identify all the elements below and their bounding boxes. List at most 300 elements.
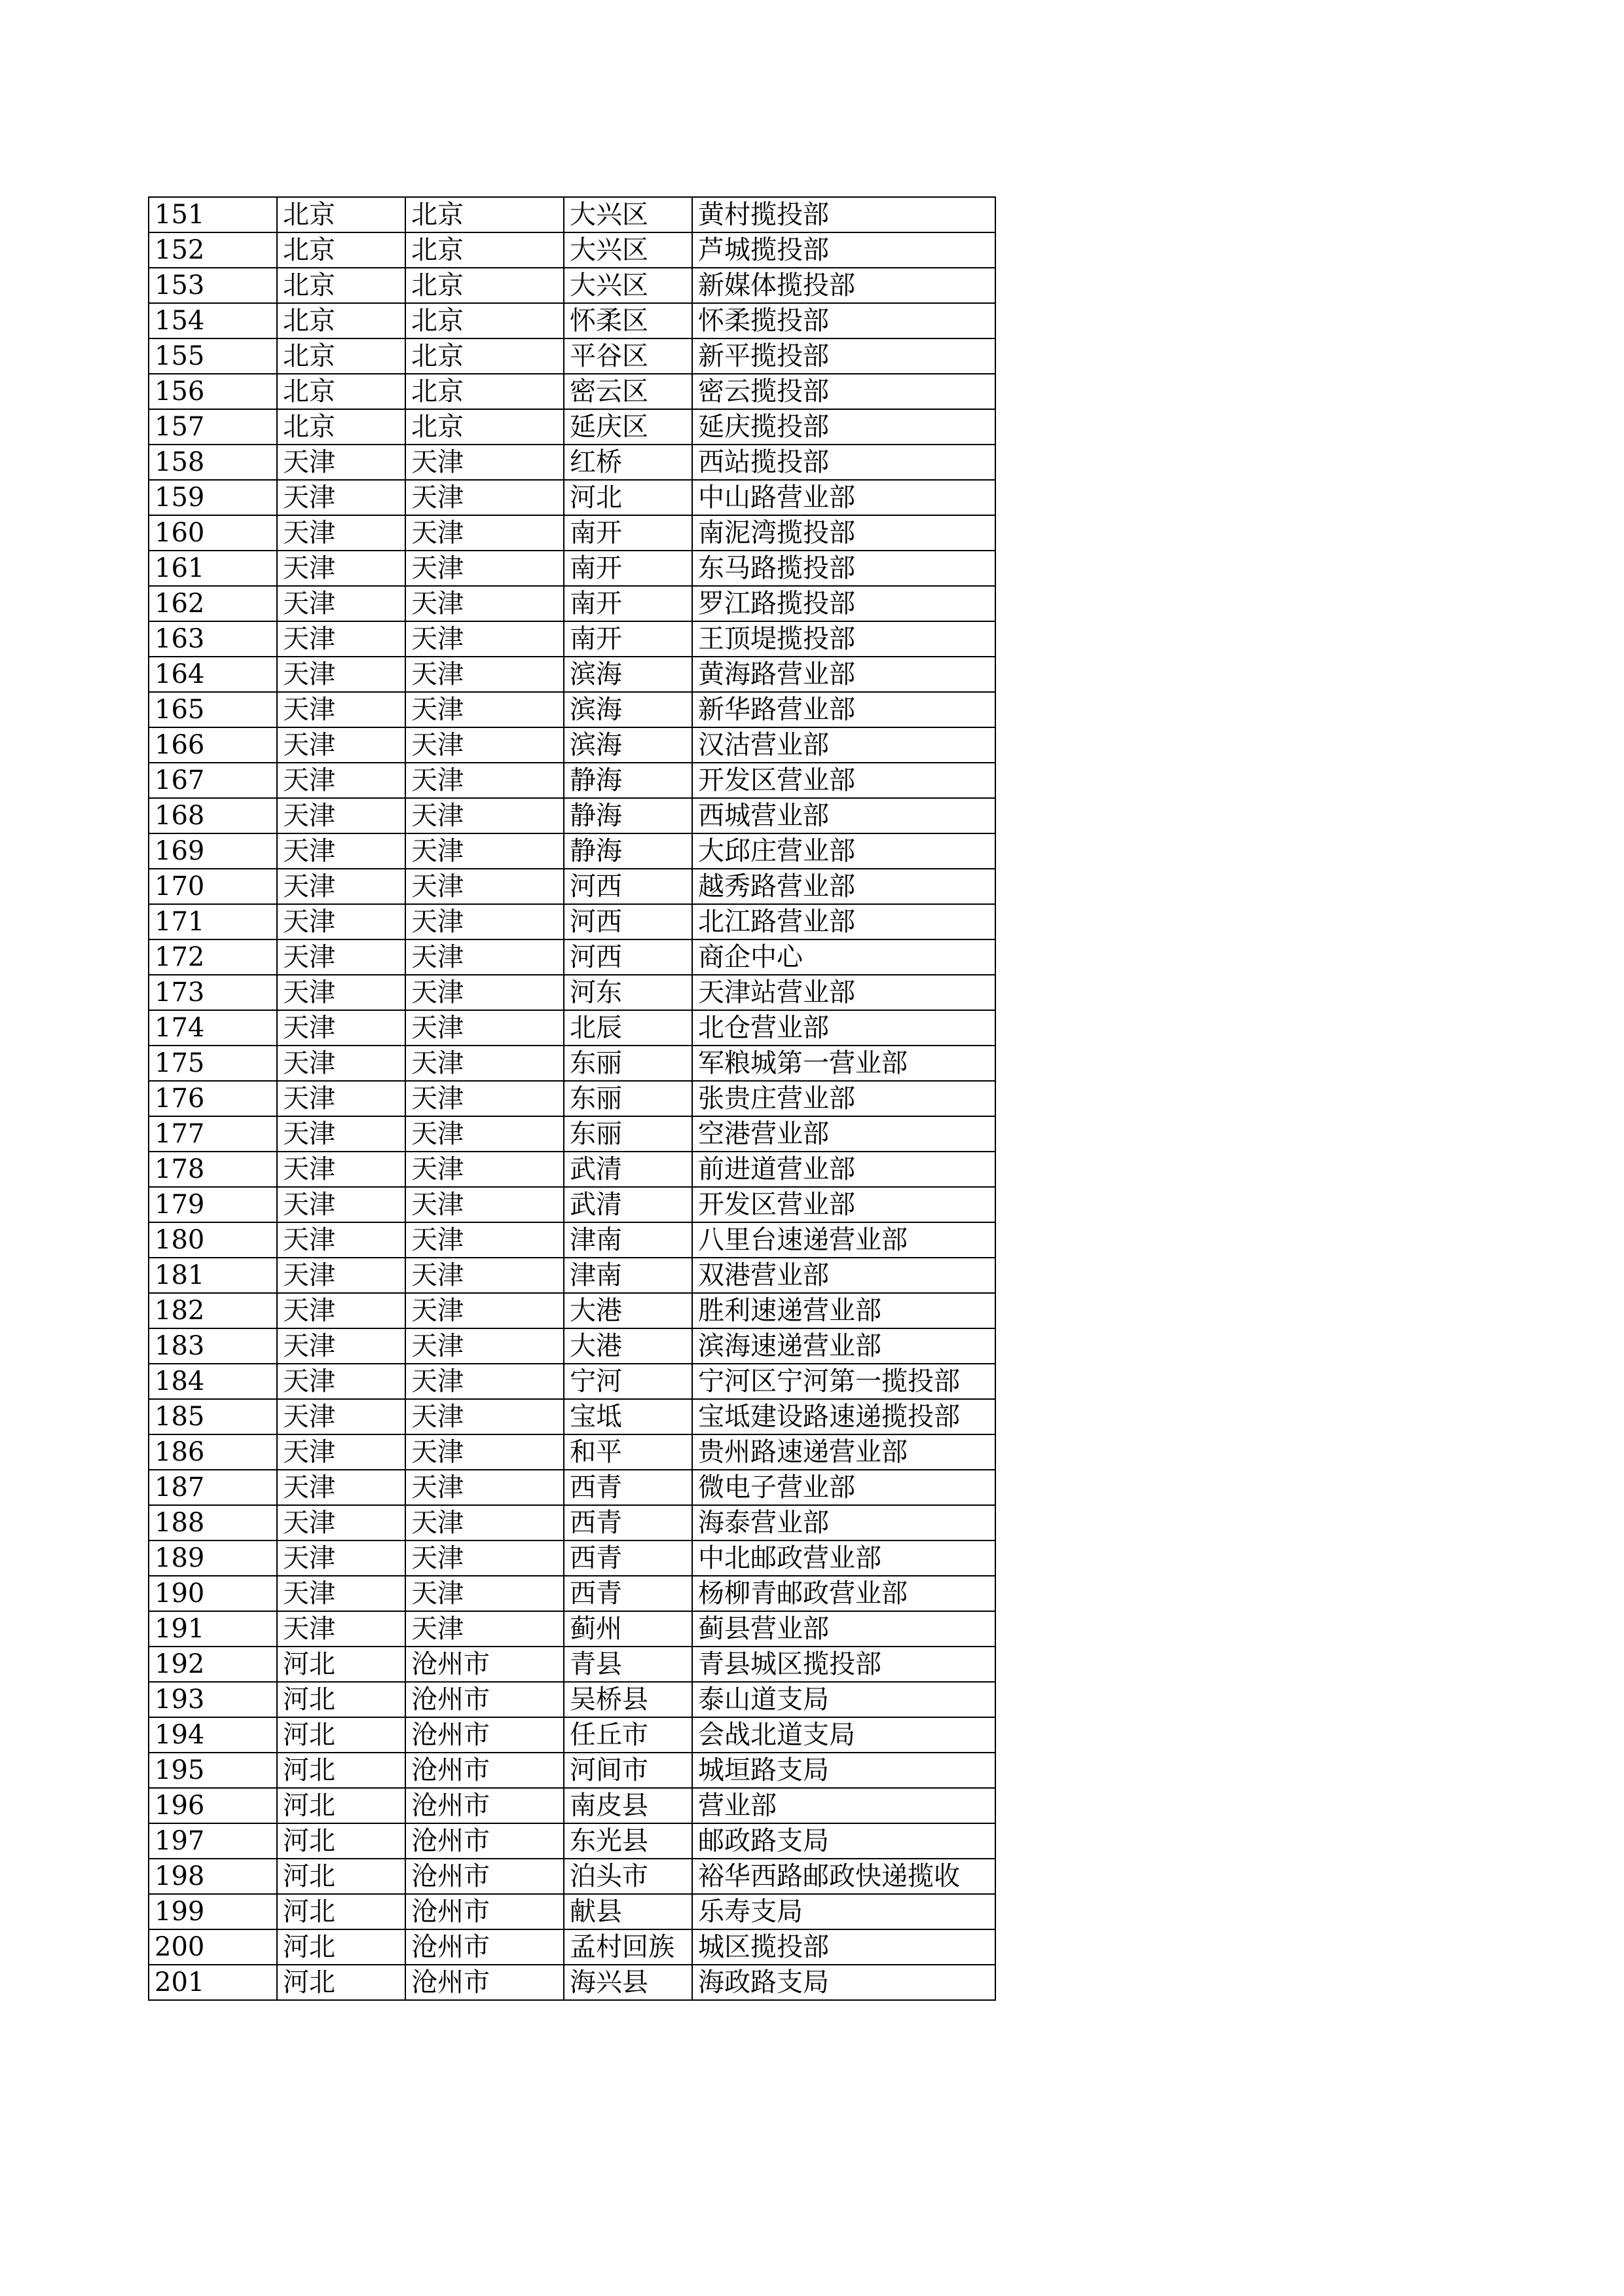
province-cell: 天津 bbox=[277, 1010, 405, 1046]
province-cell: 天津 bbox=[277, 1081, 405, 1116]
city-cell: 天津 bbox=[405, 939, 564, 975]
province-cell: 天津 bbox=[277, 621, 405, 657]
district-cell: 武清 bbox=[564, 1187, 692, 1222]
city-cell: 天津 bbox=[405, 1010, 564, 1046]
district-cell: 南开 bbox=[564, 586, 692, 621]
row-number-cell: 182 bbox=[149, 1293, 277, 1328]
district-cell: 河东 bbox=[564, 975, 692, 1010]
office-name-cell: 天津站营业部 bbox=[692, 975, 995, 1010]
district-cell: 红桥 bbox=[564, 445, 692, 480]
city-cell: 北京 bbox=[405, 268, 564, 303]
table-row bbox=[149, 1540, 995, 1576]
office-name-cell: 杨柳青邮政营业部 bbox=[692, 1576, 995, 1611]
row-number-cell: 153 bbox=[149, 268, 277, 303]
table-body bbox=[149, 197, 995, 2000]
city-cell: 天津 bbox=[405, 586, 564, 621]
row-number-cell: 186 bbox=[149, 1434, 277, 1470]
office-name-cell: 南泥湾揽投部 bbox=[692, 515, 995, 551]
district-cell: 河间市 bbox=[564, 1753, 692, 1788]
city-cell: 天津 bbox=[405, 551, 564, 586]
district-cell: 蓟州 bbox=[564, 1611, 692, 1647]
city-cell: 天津 bbox=[405, 1116, 564, 1152]
province-cell: 天津 bbox=[277, 1222, 405, 1258]
province-cell: 天津 bbox=[277, 1470, 405, 1505]
row-number-cell: 192 bbox=[149, 1647, 277, 1682]
row-number-cell: 163 bbox=[149, 621, 277, 657]
city-cell: 沧州市 bbox=[405, 1647, 564, 1682]
province-cell: 天津 bbox=[277, 1540, 405, 1576]
province-cell: 天津 bbox=[277, 939, 405, 975]
office-name-cell: 中北邮政营业部 bbox=[692, 1540, 995, 1576]
district-cell: 河西 bbox=[564, 869, 692, 904]
city-cell: 天津 bbox=[405, 1470, 564, 1505]
province-cell: 天津 bbox=[277, 515, 405, 551]
province-cell: 天津 bbox=[277, 763, 405, 798]
city-cell: 天津 bbox=[405, 798, 564, 833]
city-cell: 天津 bbox=[405, 692, 564, 727]
row-number-cell: 168 bbox=[149, 798, 277, 833]
row-number-cell: 157 bbox=[149, 409, 277, 445]
city-cell: 天津 bbox=[405, 833, 564, 869]
district-cell: 河北 bbox=[564, 480, 692, 515]
row-number-cell: 158 bbox=[149, 445, 277, 480]
city-cell: 天津 bbox=[405, 1081, 564, 1116]
district-cell: 河西 bbox=[564, 939, 692, 975]
province-cell: 天津 bbox=[277, 1505, 405, 1540]
table-row bbox=[149, 1152, 995, 1187]
office-name-cell: 会战北道支局 bbox=[692, 1717, 995, 1753]
office-name-cell: 裕华西路邮政快递揽收 bbox=[692, 1859, 995, 1894]
office-name-cell: 大邱庄营业部 bbox=[692, 833, 995, 869]
district-cell: 孟村回族 bbox=[564, 1929, 692, 1965]
province-cell: 天津 bbox=[277, 833, 405, 869]
office-name-cell: 北江路营业部 bbox=[692, 904, 995, 939]
row-number-cell: 190 bbox=[149, 1576, 277, 1611]
row-number-cell: 174 bbox=[149, 1010, 277, 1046]
province-cell: 天津 bbox=[277, 1611, 405, 1647]
province-cell: 北京 bbox=[277, 197, 405, 232]
table-row bbox=[149, 1258, 995, 1293]
table-row bbox=[149, 1470, 995, 1505]
office-name-cell: 前进道营业部 bbox=[692, 1152, 995, 1187]
district-cell: 献县 bbox=[564, 1894, 692, 1929]
table-row bbox=[149, 869, 995, 904]
row-number-cell: 151 bbox=[149, 197, 277, 232]
district-cell: 东丽 bbox=[564, 1081, 692, 1116]
row-number-cell: 183 bbox=[149, 1328, 277, 1364]
city-cell: 天津 bbox=[405, 445, 564, 480]
province-cell: 天津 bbox=[277, 692, 405, 727]
district-cell: 西青 bbox=[564, 1576, 692, 1611]
district-cell: 青县 bbox=[564, 1647, 692, 1682]
row-number-cell: 180 bbox=[149, 1222, 277, 1258]
district-cell: 大兴区 bbox=[564, 232, 692, 268]
office-name-cell: 密云揽投部 bbox=[692, 374, 995, 409]
city-cell: 天津 bbox=[405, 1328, 564, 1364]
table-row bbox=[149, 727, 995, 763]
table-row bbox=[149, 657, 995, 692]
city-cell: 沧州市 bbox=[405, 1823, 564, 1859]
row-number-cell: 160 bbox=[149, 515, 277, 551]
province-cell: 河北 bbox=[277, 1788, 405, 1823]
district-cell: 武清 bbox=[564, 1152, 692, 1187]
table-row bbox=[149, 1010, 995, 1046]
office-name-cell: 青县城区揽投部 bbox=[692, 1647, 995, 1682]
district-cell: 大港 bbox=[564, 1293, 692, 1328]
table-row bbox=[149, 1046, 995, 1081]
province-cell: 天津 bbox=[277, 480, 405, 515]
city-cell: 天津 bbox=[405, 1293, 564, 1328]
table-row bbox=[149, 1682, 995, 1717]
office-name-cell: 八里台速递营业部 bbox=[692, 1222, 995, 1258]
city-cell: 沧州市 bbox=[405, 1929, 564, 1965]
office-name-cell: 中山路营业部 bbox=[692, 480, 995, 515]
office-name-cell: 芦城揽投部 bbox=[692, 232, 995, 268]
city-cell: 天津 bbox=[405, 1187, 564, 1222]
district-cell: 南开 bbox=[564, 515, 692, 551]
office-name-cell: 滨海速递营业部 bbox=[692, 1328, 995, 1364]
district-cell: 滨海 bbox=[564, 692, 692, 727]
office-name-cell: 军粮城第一营业部 bbox=[692, 1046, 995, 1081]
office-name-cell: 延庆揽投部 bbox=[692, 409, 995, 445]
table-row bbox=[149, 409, 995, 445]
row-number-cell: 191 bbox=[149, 1611, 277, 1647]
province-cell: 天津 bbox=[277, 1258, 405, 1293]
row-number-cell: 178 bbox=[149, 1152, 277, 1187]
province-cell: 天津 bbox=[277, 1434, 405, 1470]
office-name-cell: 汉沽营业部 bbox=[692, 727, 995, 763]
row-number-cell: 161 bbox=[149, 551, 277, 586]
district-cell: 津南 bbox=[564, 1222, 692, 1258]
district-cell: 大港 bbox=[564, 1328, 692, 1364]
city-cell: 天津 bbox=[405, 657, 564, 692]
row-number-cell: 193 bbox=[149, 1682, 277, 1717]
row-number-cell: 176 bbox=[149, 1081, 277, 1116]
city-cell: 沧州市 bbox=[405, 1717, 564, 1753]
province-cell: 天津 bbox=[277, 869, 405, 904]
district-cell: 大兴区 bbox=[564, 197, 692, 232]
table-row bbox=[149, 374, 995, 409]
table-row bbox=[149, 833, 995, 869]
city-cell: 天津 bbox=[405, 869, 564, 904]
district-cell: 宝坻 bbox=[564, 1399, 692, 1434]
office-name-cell: 宝坻建设路速递揽投部 bbox=[692, 1399, 995, 1434]
office-name-cell: 黄海路营业部 bbox=[692, 657, 995, 692]
row-number-cell: 162 bbox=[149, 586, 277, 621]
district-cell: 延庆区 bbox=[564, 409, 692, 445]
city-cell: 天津 bbox=[405, 975, 564, 1010]
district-cell: 大兴区 bbox=[564, 268, 692, 303]
province-cell: 北京 bbox=[277, 303, 405, 338]
province-cell: 河北 bbox=[277, 1823, 405, 1859]
province-cell: 河北 bbox=[277, 1753, 405, 1788]
office-name-cell: 海政路支局 bbox=[692, 1965, 995, 2000]
city-cell: 天津 bbox=[405, 1540, 564, 1576]
district-cell: 吴桥县 bbox=[564, 1682, 692, 1717]
city-cell: 天津 bbox=[405, 763, 564, 798]
table-row bbox=[149, 1399, 995, 1434]
province-cell: 北京 bbox=[277, 374, 405, 409]
row-number-cell: 194 bbox=[149, 1717, 277, 1753]
office-name-cell: 空港营业部 bbox=[692, 1116, 995, 1152]
table-row bbox=[149, 904, 995, 939]
row-number-cell: 185 bbox=[149, 1399, 277, 1434]
district-cell: 静海 bbox=[564, 763, 692, 798]
postal-office-table bbox=[148, 196, 996, 2001]
city-cell: 北京 bbox=[405, 409, 564, 445]
office-name-cell: 西城营业部 bbox=[692, 798, 995, 833]
district-cell: 北辰 bbox=[564, 1010, 692, 1046]
province-cell: 河北 bbox=[277, 1682, 405, 1717]
table-row bbox=[149, 338, 995, 374]
district-cell: 滨海 bbox=[564, 657, 692, 692]
table-row bbox=[149, 515, 995, 551]
office-name-cell: 黄村揽投部 bbox=[692, 197, 995, 232]
district-cell: 静海 bbox=[564, 833, 692, 869]
table-row bbox=[149, 1894, 995, 1929]
office-name-cell: 微电子营业部 bbox=[692, 1470, 995, 1505]
city-cell: 沧州市 bbox=[405, 1859, 564, 1894]
province-cell: 河北 bbox=[277, 1717, 405, 1753]
office-name-cell: 泰山道支局 bbox=[692, 1682, 995, 1717]
district-cell: 和平 bbox=[564, 1434, 692, 1470]
row-number-cell: 154 bbox=[149, 303, 277, 338]
province-cell: 北京 bbox=[277, 409, 405, 445]
office-name-cell: 双港营业部 bbox=[692, 1258, 995, 1293]
district-cell: 南开 bbox=[564, 551, 692, 586]
province-cell: 河北 bbox=[277, 1965, 405, 2000]
district-cell: 东丽 bbox=[564, 1116, 692, 1152]
office-name-cell: 西站揽投部 bbox=[692, 445, 995, 480]
row-number-cell: 201 bbox=[149, 1965, 277, 2000]
office-name-cell: 开发区营业部 bbox=[692, 1187, 995, 1222]
table-row bbox=[149, 1753, 995, 1788]
city-cell: 天津 bbox=[405, 1576, 564, 1611]
row-number-cell: 184 bbox=[149, 1364, 277, 1399]
row-number-cell: 196 bbox=[149, 1788, 277, 1823]
row-number-cell: 189 bbox=[149, 1540, 277, 1576]
table-row bbox=[149, 1434, 995, 1470]
city-cell: 北京 bbox=[405, 197, 564, 232]
table-row bbox=[149, 1788, 995, 1823]
province-cell: 河北 bbox=[277, 1894, 405, 1929]
province-cell: 天津 bbox=[277, 727, 405, 763]
row-number-cell: 173 bbox=[149, 975, 277, 1010]
district-cell: 海兴县 bbox=[564, 1965, 692, 2000]
district-cell: 泊头市 bbox=[564, 1859, 692, 1894]
district-cell: 南开 bbox=[564, 621, 692, 657]
district-cell: 宁河 bbox=[564, 1364, 692, 1399]
city-cell: 天津 bbox=[405, 1364, 564, 1399]
row-number-cell: 199 bbox=[149, 1894, 277, 1929]
province-cell: 天津 bbox=[277, 1293, 405, 1328]
office-name-cell: 怀柔揽投部 bbox=[692, 303, 995, 338]
city-cell: 北京 bbox=[405, 232, 564, 268]
province-cell: 河北 bbox=[277, 1929, 405, 1965]
office-name-cell: 海泰营业部 bbox=[692, 1505, 995, 1540]
office-name-cell: 宁河区宁河第一揽投部 bbox=[692, 1364, 995, 1399]
table-row bbox=[149, 798, 995, 833]
row-number-cell: 177 bbox=[149, 1116, 277, 1152]
city-cell: 天津 bbox=[405, 1258, 564, 1293]
row-number-cell: 159 bbox=[149, 480, 277, 515]
province-cell: 天津 bbox=[277, 1399, 405, 1434]
province-cell: 天津 bbox=[277, 586, 405, 621]
province-cell: 天津 bbox=[277, 904, 405, 939]
table-row bbox=[149, 1823, 995, 1859]
city-cell: 天津 bbox=[405, 727, 564, 763]
row-number-cell: 167 bbox=[149, 763, 277, 798]
city-cell: 天津 bbox=[405, 621, 564, 657]
office-name-cell: 乐寿支局 bbox=[692, 1894, 995, 1929]
table-row bbox=[149, 1328, 995, 1364]
district-cell: 东光县 bbox=[564, 1823, 692, 1859]
table-row bbox=[149, 763, 995, 798]
city-cell: 沧州市 bbox=[405, 1753, 564, 1788]
district-cell: 西青 bbox=[564, 1505, 692, 1540]
table-row bbox=[149, 692, 995, 727]
city-cell: 北京 bbox=[405, 303, 564, 338]
office-name-cell: 城区揽投部 bbox=[692, 1929, 995, 1965]
district-cell: 怀柔区 bbox=[564, 303, 692, 338]
table-row bbox=[149, 1116, 995, 1152]
table-row bbox=[149, 586, 995, 621]
province-cell: 天津 bbox=[277, 975, 405, 1010]
office-name-cell: 东马路揽投部 bbox=[692, 551, 995, 586]
office-name-cell: 商企中心 bbox=[692, 939, 995, 975]
city-cell: 天津 bbox=[405, 904, 564, 939]
city-cell: 天津 bbox=[405, 1434, 564, 1470]
city-cell: 天津 bbox=[405, 1505, 564, 1540]
province-cell: 天津 bbox=[277, 1152, 405, 1187]
province-cell: 天津 bbox=[277, 445, 405, 480]
city-cell: 天津 bbox=[405, 1222, 564, 1258]
office-name-cell: 开发区营业部 bbox=[692, 763, 995, 798]
city-cell: 天津 bbox=[405, 1152, 564, 1187]
province-cell: 天津 bbox=[277, 551, 405, 586]
table-row bbox=[149, 1859, 995, 1894]
office-name-cell: 胜利速递营业部 bbox=[692, 1293, 995, 1328]
office-name-cell: 邮政路支局 bbox=[692, 1823, 995, 1859]
row-number-cell: 155 bbox=[149, 338, 277, 374]
province-cell: 天津 bbox=[277, 1364, 405, 1399]
province-cell: 河北 bbox=[277, 1647, 405, 1682]
table-row bbox=[149, 975, 995, 1010]
office-name-cell: 张贵庄营业部 bbox=[692, 1081, 995, 1116]
row-number-cell: 198 bbox=[149, 1859, 277, 1894]
district-cell: 任丘市 bbox=[564, 1717, 692, 1753]
district-cell: 平谷区 bbox=[564, 338, 692, 374]
city-cell: 北京 bbox=[405, 338, 564, 374]
city-cell: 天津 bbox=[405, 1399, 564, 1434]
province-cell: 天津 bbox=[277, 1187, 405, 1222]
row-number-cell: 188 bbox=[149, 1505, 277, 1540]
table-row bbox=[149, 268, 995, 303]
city-cell: 天津 bbox=[405, 480, 564, 515]
district-cell: 南皮县 bbox=[564, 1788, 692, 1823]
row-number-cell: 197 bbox=[149, 1823, 277, 1859]
table-row bbox=[149, 232, 995, 268]
row-number-cell: 165 bbox=[149, 692, 277, 727]
table-row bbox=[149, 1364, 995, 1399]
city-cell: 沧州市 bbox=[405, 1682, 564, 1717]
row-number-cell: 175 bbox=[149, 1046, 277, 1081]
table-row bbox=[149, 551, 995, 586]
province-cell: 北京 bbox=[277, 232, 405, 268]
row-number-cell: 169 bbox=[149, 833, 277, 869]
table-row bbox=[149, 480, 995, 515]
table-row bbox=[149, 1965, 995, 2000]
row-number-cell: 164 bbox=[149, 657, 277, 692]
province-cell: 北京 bbox=[277, 268, 405, 303]
district-cell: 西青 bbox=[564, 1540, 692, 1576]
city-cell: 天津 bbox=[405, 1611, 564, 1647]
district-cell: 滨海 bbox=[564, 727, 692, 763]
row-number-cell: 166 bbox=[149, 727, 277, 763]
row-number-cell: 200 bbox=[149, 1929, 277, 1965]
district-cell: 密云区 bbox=[564, 374, 692, 409]
city-cell: 沧州市 bbox=[405, 1965, 564, 2000]
table-row bbox=[149, 1717, 995, 1753]
row-number-cell: 187 bbox=[149, 1470, 277, 1505]
province-cell: 天津 bbox=[277, 1576, 405, 1611]
city-cell: 沧州市 bbox=[405, 1788, 564, 1823]
province-cell: 北京 bbox=[277, 338, 405, 374]
office-name-cell: 新华路营业部 bbox=[692, 692, 995, 727]
row-number-cell: 181 bbox=[149, 1258, 277, 1293]
office-name-cell: 罗江路揽投部 bbox=[692, 586, 995, 621]
office-name-cell: 王顶堤揽投部 bbox=[692, 621, 995, 657]
table-row bbox=[149, 1647, 995, 1682]
row-number-cell: 195 bbox=[149, 1753, 277, 1788]
row-number-cell: 152 bbox=[149, 232, 277, 268]
table-row bbox=[149, 303, 995, 338]
row-number-cell: 179 bbox=[149, 1187, 277, 1222]
district-cell: 西青 bbox=[564, 1470, 692, 1505]
district-cell: 东丽 bbox=[564, 1046, 692, 1081]
office-name-cell: 城垣路支局 bbox=[692, 1753, 995, 1788]
office-name-cell: 新平揽投部 bbox=[692, 338, 995, 374]
district-cell: 静海 bbox=[564, 798, 692, 833]
office-name-cell: 新媒体揽投部 bbox=[692, 268, 995, 303]
table-row bbox=[149, 1293, 995, 1328]
table-row bbox=[149, 1611, 995, 1647]
table-row bbox=[149, 1505, 995, 1540]
table-row bbox=[149, 621, 995, 657]
city-cell: 天津 bbox=[405, 1046, 564, 1081]
district-cell: 河西 bbox=[564, 904, 692, 939]
city-cell: 北京 bbox=[405, 374, 564, 409]
province-cell: 河北 bbox=[277, 1859, 405, 1894]
office-name-cell: 贵州路速递营业部 bbox=[692, 1434, 995, 1470]
office-name-cell: 蓟县营业部 bbox=[692, 1611, 995, 1647]
province-cell: 天津 bbox=[277, 1328, 405, 1364]
row-number-cell: 156 bbox=[149, 374, 277, 409]
table-row bbox=[149, 939, 995, 975]
office-name-cell: 越秀路营业部 bbox=[692, 869, 995, 904]
office-name-cell: 营业部 bbox=[692, 1788, 995, 1823]
district-cell: 津南 bbox=[564, 1258, 692, 1293]
table-row bbox=[149, 1576, 995, 1611]
row-number-cell: 170 bbox=[149, 869, 277, 904]
table-row bbox=[149, 197, 995, 232]
table-row bbox=[149, 1187, 995, 1222]
office-name-cell: 北仓营业部 bbox=[692, 1010, 995, 1046]
table-row bbox=[149, 1222, 995, 1258]
row-number-cell: 171 bbox=[149, 904, 277, 939]
province-cell: 天津 bbox=[277, 1116, 405, 1152]
table-row bbox=[149, 1081, 995, 1116]
